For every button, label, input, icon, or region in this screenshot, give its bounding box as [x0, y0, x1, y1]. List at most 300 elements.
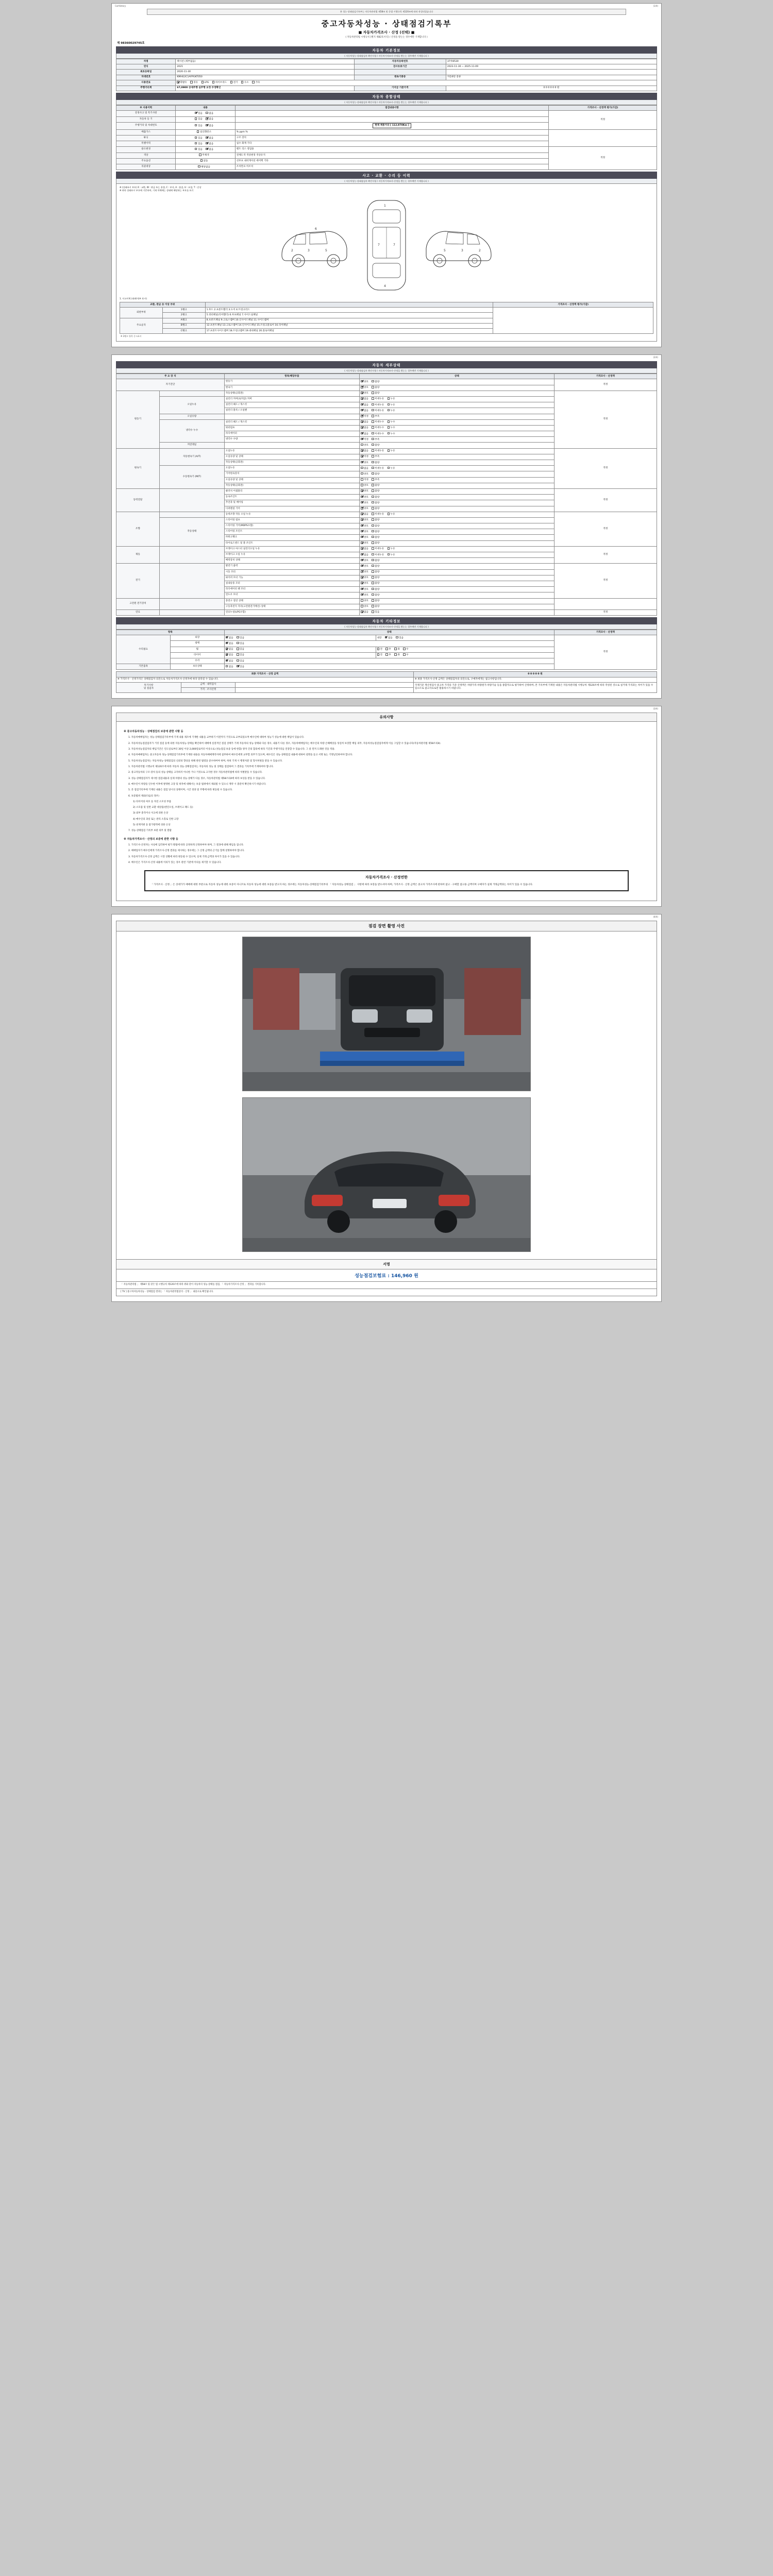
opt-no[interactable]: 없음 — [206, 117, 213, 121]
opt-front[interactable]: 전 — [377, 653, 382, 657]
checkbox-icon[interactable] — [361, 611, 363, 613]
checkbox-icon[interactable] — [237, 653, 239, 656]
checkbox-icon[interactable] — [237, 642, 239, 645]
checkbox-icon[interactable] — [372, 605, 374, 607]
checkbox-icon[interactable] — [361, 594, 363, 596]
opt-yes[interactable]: 있음 — [195, 137, 203, 140]
checkbox-icon[interactable] — [372, 472, 374, 475]
opt-bad[interactable]: 불량 — [372, 582, 379, 585]
car-diagram-group — [120, 194, 653, 295]
checkbox-icon[interactable] — [388, 432, 390, 435]
opt-none[interactable]: 없음 — [361, 426, 368, 430]
checkbox-icon[interactable] — [372, 397, 374, 400]
checkbox-icon[interactable] — [200, 159, 203, 162]
checkbox-icon[interactable] — [388, 403, 390, 406]
opt-bad[interactable]: 불량 — [372, 489, 379, 493]
checkbox-icon[interactable] — [372, 507, 374, 510]
checkbox-icon[interactable] — [372, 392, 374, 394]
checkbox-icon[interactable] — [361, 467, 363, 469]
opt-minor[interactable]: 미세누유 — [372, 513, 384, 516]
etc-band: 자동차 기타정보 — [116, 617, 657, 624]
opt-none[interactable]: 없음 — [226, 659, 233, 663]
checkbox-icon[interactable] — [372, 415, 374, 417]
checkbox-icon[interactable] — [388, 449, 390, 452]
opt-none[interactable]: 없음 — [361, 611, 368, 614]
opt-none[interactable]: 없음 — [361, 467, 368, 470]
opt-leak[interactable]: 누유 — [388, 403, 395, 407]
opt-bad[interactable]: 불량 — [372, 570, 379, 574]
checkbox-icon[interactable] — [388, 513, 390, 515]
value-trans: 자동6단 중류 — [446, 75, 657, 80]
opt-yes[interactable]: 있음 — [237, 665, 244, 669]
opt-none[interactable]: 없음 — [361, 403, 368, 407]
opt-good[interactable]: 양호 — [361, 472, 368, 476]
checkbox-icon[interactable] — [361, 565, 363, 567]
checkbox-icon[interactable] — [372, 559, 374, 562]
opt-insufficient[interactable]: 부족 — [372, 415, 379, 418]
opt-rear[interactable]: 후 — [385, 648, 391, 651]
opt-minor[interactable]: 미세누유 — [372, 449, 384, 453]
checkbox-icon[interactable] — [361, 582, 363, 584]
checkbox-icon[interactable] — [226, 665, 228, 668]
checkbox-icon[interactable] — [226, 636, 228, 639]
opt-insufficient[interactable]: 부족 — [372, 438, 379, 442]
checkbox-icon[interactable] — [361, 386, 363, 388]
checkbox-icon[interactable] — [206, 142, 208, 145]
svg-text:7: 7 — [378, 243, 380, 247]
opt-good[interactable]: 양호 — [361, 594, 368, 597]
checkbox-icon[interactable] — [372, 582, 374, 584]
opt-left[interactable]: 좌 — [394, 653, 399, 657]
opt-bad[interactable]: 불량 — [372, 496, 379, 499]
opt-none[interactable]: 없음 — [385, 636, 393, 640]
opt-bad[interactable]: 불량 — [372, 461, 379, 465]
opt-good[interactable]: 양호 — [361, 484, 368, 487]
checkbox-icon[interactable] — [377, 653, 380, 656]
opt-good[interactable]: 양호 — [361, 461, 368, 465]
checkbox-icon[interactable] — [199, 154, 201, 156]
row-value-accident: 적정 — [549, 111, 657, 130]
opt-good[interactable]: 양호 — [361, 507, 368, 511]
opt-leak[interactable]: 누유 — [388, 553, 395, 557]
part-oil-level: 오일유량 — [159, 414, 224, 419]
opt-adequate[interactable]: 적정 — [361, 438, 368, 442]
checkbox-icon[interactable] — [403, 648, 406, 650]
opt-yes[interactable]: 있음 — [195, 148, 203, 151]
checkbox-icon[interactable] — [237, 659, 239, 662]
checkbox-icon[interactable] — [237, 665, 239, 668]
value-first-reg: 2020-11-30 — [176, 70, 354, 75]
checkbox-icon[interactable] — [361, 392, 363, 394]
checkbox-icon[interactable] — [177, 81, 179, 83]
opt-minor[interactable]: 미세누유 — [372, 397, 384, 401]
checkbox-icon[interactable] — [361, 409, 363, 412]
opt-good[interactable]: 양호 — [361, 565, 368, 568]
opt-bad[interactable]: 불량 — [372, 559, 379, 563]
opt-no[interactable]: 없음 — [206, 148, 213, 151]
checkbox-icon[interactable] — [385, 648, 388, 650]
opt-minor[interactable]: 미세누유 — [372, 553, 384, 557]
checkbox-icon[interactable] — [372, 489, 374, 492]
checkbox-icon[interactable] — [361, 524, 363, 527]
opt-rear[interactable]: 후 — [385, 653, 391, 657]
opt-yes[interactable]: 있음 — [237, 648, 244, 651]
opt-bad[interactable]: 불량 — [372, 541, 379, 545]
checkbox-icon[interactable] — [394, 648, 397, 650]
opt-bad[interactable]: 불량 — [372, 518, 379, 522]
checkbox-icon[interactable] — [361, 415, 363, 417]
opt-good[interactable]: 양호 — [361, 541, 368, 545]
checkbox-icon[interactable] — [372, 386, 374, 388]
checkbox-icon[interactable] — [361, 576, 363, 579]
opt-none[interactable]: 없음 — [361, 547, 368, 551]
checkbox-icon[interactable] — [212, 81, 215, 83]
opt-bad[interactable]: 불량 — [372, 565, 379, 568]
opt-bad[interactable]: 불량 — [372, 599, 379, 603]
opt-bad[interactable]: 불량 — [372, 507, 379, 511]
opt-minor[interactable]: 미세누유 — [372, 403, 384, 407]
checkbox-icon[interactable] — [361, 605, 363, 607]
checkbox-icon[interactable] — [226, 653, 228, 656]
checkbox-icon[interactable] — [372, 547, 374, 550]
checkbox-icon[interactable] — [190, 81, 193, 83]
checkbox-icon[interactable] — [195, 124, 197, 127]
opt-leak[interactable]: 누유 — [388, 449, 395, 453]
opt-adequate[interactable]: 적정 — [361, 455, 368, 459]
row-detail: 조치완료 미조치 — [235, 164, 548, 170]
opt-yes[interactable]: 있음 — [195, 124, 203, 128]
fuel-option-lpg[interactable]: LPG — [201, 81, 209, 84]
checkbox-icon[interactable] — [372, 438, 374, 440]
opt-no[interactable]: 없음 — [206, 137, 213, 140]
checkbox-icon[interactable] — [372, 467, 374, 469]
opt-none[interactable]: 없음 — [226, 648, 233, 651]
checkbox-icon[interactable] — [372, 432, 374, 435]
opt-co[interactable]: 일산화탄소 — [197, 130, 211, 134]
checkbox-icon[interactable] — [361, 397, 363, 400]
checkbox-icon[interactable] — [388, 467, 390, 469]
checkbox-icon[interactable] — [241, 81, 244, 83]
checkbox-icon[interactable] — [372, 570, 374, 573]
checkbox-icon[interactable] — [372, 501, 374, 504]
checkbox-icon[interactable] — [361, 496, 363, 498]
opt-bad[interactable]: 불량 — [372, 605, 379, 608]
checkbox-icon[interactable] — [372, 594, 374, 596]
opt-none[interactable]: 없음 — [361, 449, 368, 453]
checkbox-icon[interactable] — [388, 426, 390, 429]
opt-good[interactable]: 양호 — [361, 496, 368, 499]
checkbox-icon[interactable] — [201, 81, 204, 83]
opt-none[interactable]: 없음 — [361, 409, 368, 413]
checkbox-icon[interactable] — [388, 547, 390, 550]
opt-front[interactable]: 전 — [377, 648, 382, 651]
opt-leak[interactable]: 누유 — [388, 547, 395, 551]
opt-yes[interactable]: 있음 — [372, 611, 379, 614]
checkbox-icon[interactable] — [361, 420, 363, 423]
checkbox-icon[interactable] — [195, 148, 197, 150]
checkbox-icon[interactable] — [226, 648, 228, 650]
checkbox-icon[interactable] — [206, 112, 208, 114]
checkbox-icon[interactable] — [237, 648, 239, 650]
opt-adequate[interactable]: 적정 — [361, 478, 368, 482]
opt-good[interactable]: 양호 — [361, 582, 368, 585]
opt-yes[interactable]: 있음 — [195, 117, 203, 121]
checkbox-icon[interactable] — [372, 541, 374, 544]
opt-bad[interactable]: 불량 — [372, 484, 379, 487]
checkbox-icon[interactable] — [361, 403, 363, 406]
checkbox-icon[interactable] — [372, 449, 374, 452]
opt-good[interactable]: 양호 — [361, 536, 368, 539]
opt-leak[interactable]: 누수 — [388, 420, 395, 424]
opt-minor[interactable]: 미세누수 — [372, 420, 384, 424]
checkbox-icon[interactable] — [361, 536, 363, 538]
opt-good[interactable]: 양호 — [361, 570, 368, 574]
checkbox-icon[interactable] — [361, 541, 363, 544]
checkbox-icon[interactable] — [361, 461, 363, 464]
checkbox-icon[interactable] — [361, 432, 363, 435]
checkbox-icon[interactable] — [403, 653, 406, 656]
checkbox-icon[interactable] — [388, 553, 390, 556]
state-idle — [360, 391, 554, 396]
opt-none[interactable]: 없음 — [226, 642, 233, 646]
checkbox-icon[interactable] — [197, 130, 199, 133]
checkbox-icon[interactable] — [361, 438, 363, 440]
checkbox-icon[interactable] — [372, 484, 374, 486]
checkbox-icon[interactable] — [372, 444, 374, 446]
checkbox-icon[interactable] — [361, 547, 363, 550]
opt-none[interactable]: 없음 — [361, 432, 368, 436]
opt-yes[interactable]: 있음 — [237, 636, 244, 640]
row-value-blank — [549, 129, 657, 147]
opt-good[interactable]: 양호 — [361, 489, 368, 493]
item-booster: 배력장치 상태 — [224, 558, 359, 564]
opt-bad[interactable]: 불량 — [372, 380, 379, 384]
checkbox-icon[interactable] — [226, 659, 228, 662]
opt-minor[interactable]: 미세누유 — [372, 409, 384, 413]
opt-good[interactable]: 양호 — [361, 380, 368, 384]
opt-bad[interactable]: 불량 — [372, 501, 379, 505]
corner-label-right-3: (3/4) — [653, 707, 658, 710]
opt-no[interactable]: 없음 — [206, 112, 213, 115]
checkbox-icon[interactable] — [361, 501, 363, 504]
checkbox-icon[interactable] — [372, 461, 374, 464]
opt-good[interactable]: 양호 — [361, 576, 368, 580]
checkbox-icon[interactable] — [198, 165, 200, 168]
checkbox-icon[interactable] — [372, 455, 374, 457]
checkbox-icon[interactable] — [195, 117, 197, 120]
opt-adequate[interactable]: 적정 — [361, 415, 368, 418]
opt-good[interactable]: 양호 — [361, 392, 368, 395]
opt-leak[interactable]: 누유 — [388, 513, 395, 516]
opt-no[interactable]: 없음 — [206, 142, 213, 146]
opt-good[interactable]: 양호 — [361, 599, 368, 603]
checkbox-icon[interactable] — [252, 81, 255, 83]
opt-bad[interactable]: 불량 — [372, 588, 379, 591]
notice-item: 2. 자동차성능점검업자가 거짓 점검 등에 의한 자동차성능·상태를 확인하여 대매에 실질적인 점검 상태가 기재 자동차의 성능·상태와 다른 경우, 내용기 다른 경우, 자동차매매업자는 매수인의 차량 손해배상을 성실히 보장할 책임 의무, 자동차성능점검업자에게 이를 구입할 수 있습니다(자동차관리법 제58조의4). — [128, 742, 441, 745]
notice-title: 유의사항 — [116, 713, 657, 722]
checkbox-icon[interactable] — [388, 397, 390, 400]
checkbox-icon[interactable] — [361, 530, 363, 533]
opt-right[interactable]: 우 — [403, 653, 408, 657]
label-rank-1: 1랭크 — [162, 308, 205, 313]
document-subtitle: ■ 자동차가격조사 · 산정 (선택) ■ — [358, 30, 415, 35]
opt-left[interactable]: 좌 — [394, 648, 399, 651]
checkbox-icon[interactable] — [361, 588, 363, 590]
opt-none[interactable]: 없음 — [200, 159, 208, 163]
checkbox-icon[interactable] — [372, 518, 374, 521]
opt-good[interactable]: 양호 — [361, 518, 368, 522]
checkbox-icon[interactable] — [195, 137, 197, 139]
opt-bad[interactable]: 불량 — [372, 444, 379, 447]
checkbox-icon[interactable] — [372, 553, 374, 556]
checkbox-icon[interactable] — [372, 565, 374, 567]
checkbox-icon[interactable] — [372, 530, 374, 533]
opt-bad[interactable]: 불량 — [372, 536, 379, 539]
checkbox-icon[interactable] — [195, 142, 197, 145]
checkbox-icon[interactable] — [361, 478, 363, 481]
row-label-usage-change: 용도변경 — [116, 147, 176, 152]
checkbox-icon[interactable] — [388, 409, 390, 412]
opt-none[interactable]: 없음 — [361, 553, 368, 557]
checkbox-icon[interactable] — [361, 380, 363, 383]
checkbox-icon[interactable] — [361, 513, 363, 515]
opt-none[interactable]: 없음 — [361, 420, 368, 424]
checkbox-icon[interactable] — [372, 524, 374, 527]
checkbox-icon[interactable] — [396, 636, 398, 639]
checkbox-icon[interactable] — [361, 472, 363, 475]
checkbox-icon[interactable] — [206, 137, 208, 139]
checkbox-icon[interactable] — [361, 489, 363, 492]
checkbox-icon[interactable] — [377, 648, 380, 650]
opt-yes[interactable]: 있음 — [237, 642, 244, 646]
checkbox-icon[interactable] — [361, 559, 363, 562]
opt-insufficient[interactable]: 부족 — [372, 455, 379, 459]
checkbox-icon[interactable] — [361, 518, 363, 521]
checkbox-icon[interactable] — [372, 513, 374, 515]
checkbox-icon[interactable] — [372, 426, 374, 429]
checkbox-icon[interactable] — [372, 409, 374, 412]
opt-insufficient[interactable]: 부족 — [372, 478, 379, 482]
checkbox-icon[interactable] — [361, 455, 363, 457]
opt-none[interactable]: 없음 — [361, 397, 368, 401]
opt-not-applicable[interactable]: 해당없음 — [198, 165, 210, 169]
checkbox-icon[interactable] — [206, 148, 208, 150]
opt-bad[interactable]: 불량 — [372, 524, 379, 528]
opt-bad[interactable]: 불량 — [372, 386, 379, 389]
checkbox-icon[interactable] — [372, 536, 374, 538]
notice-item: 4. 매수인이 차량을 인수한 이후에 발생한 고장 및 하자에 대해서는 보증 범위에서 제외될 수 있으니 계약 시 충분히 확인하시기 바랍니다. — [128, 783, 266, 786]
checkbox-icon[interactable] — [372, 588, 374, 590]
opt-good[interactable]: 양호 — [361, 605, 368, 608]
opt-bad[interactable]: 불량 — [372, 594, 379, 597]
opt-good[interactable]: 양호 — [361, 524, 368, 528]
fuel-option-other[interactable]: 기타 — [252, 81, 260, 84]
opt-none[interactable]: 없음 — [226, 665, 233, 669]
checkbox-icon[interactable] — [361, 426, 363, 429]
opt-good[interactable]: 양호 — [361, 386, 368, 389]
opt-minor[interactable]: 미세누수 — [372, 426, 384, 430]
opt-achromatic[interactable]: 무채색 — [199, 154, 209, 157]
checkbox-icon[interactable] — [206, 124, 208, 127]
opt-good[interactable]: 양호 — [361, 530, 368, 534]
checkbox-icon[interactable] — [361, 484, 363, 486]
opt-bad[interactable]: 불량 — [372, 472, 379, 476]
notice-subitem: 1) 타이어의 마모 등 자연 소모성 부품 — [133, 800, 172, 803]
checkbox-icon[interactable] — [361, 570, 363, 573]
checkbox-icon[interactable] — [206, 117, 208, 120]
checkbox-icon[interactable] — [394, 653, 397, 656]
opt-none[interactable]: 없음 — [226, 636, 233, 640]
opt-leak[interactable]: 누유 — [388, 397, 395, 401]
state-at-oil-level — [360, 454, 554, 460]
checkbox-icon[interactable] — [226, 642, 228, 645]
checkbox-icon[interactable] — [361, 553, 363, 556]
accident-footnote: ※ 2랭크 항목 중 n표시 — [121, 335, 142, 338]
opt-leak[interactable]: 누수 — [388, 432, 395, 436]
opt-bad[interactable]: 불량 — [372, 530, 379, 534]
checkbox-icon[interactable] — [195, 112, 197, 114]
checkbox-icon[interactable] — [372, 380, 374, 383]
checkbox-icon[interactable] — [385, 636, 388, 639]
fuel-option-electric[interactable]: 전기 — [230, 81, 238, 84]
opt-bad[interactable]: 불량 — [372, 576, 379, 580]
checkbox-icon[interactable] — [361, 449, 363, 452]
checkbox-icon[interactable] — [237, 636, 239, 639]
opt-none[interactable]: 없음 — [226, 653, 233, 657]
fuel-option-diesel[interactable]: 경유 — [190, 81, 198, 84]
fuel-option-gasoline[interactable]: 휘발유 — [177, 81, 187, 84]
opt-good[interactable]: 양호 — [361, 588, 368, 591]
checkbox-icon[interactable] — [361, 444, 363, 446]
checkbox-icon[interactable] — [372, 403, 374, 406]
opt-good[interactable]: 양호 — [361, 444, 368, 447]
checkbox-icon[interactable] — [372, 420, 374, 423]
fuel-option-hybrid[interactable]: 하이브리드 — [212, 81, 227, 84]
opt-yes[interactable]: 있음 — [195, 142, 203, 146]
checkbox-icon[interactable] — [372, 599, 374, 602]
opt-yes[interactable]: 있음 — [237, 653, 244, 657]
checkbox-icon[interactable] — [385, 653, 388, 656]
opt-yes[interactable]: 있음 — [195, 112, 203, 115]
opt-leak[interactable]: 누유 — [388, 409, 395, 413]
checkbox-icon[interactable] — [372, 576, 374, 579]
opt-leak[interactable]: 누유 — [388, 467, 395, 470]
checkbox-icon[interactable] — [361, 507, 363, 510]
opt-minor[interactable]: 미세누유 — [372, 467, 384, 470]
opt-good[interactable]: 양호 — [361, 501, 368, 505]
checkbox-icon[interactable] — [372, 478, 374, 481]
checkbox-icon[interactable] — [372, 496, 374, 498]
checkbox-icon[interactable] — [388, 420, 390, 423]
opt-none[interactable]: 없음 — [361, 513, 368, 516]
opt-minor[interactable]: 미세누유 — [372, 547, 384, 551]
fuel-option-hydrogen[interactable]: 수소 — [241, 81, 249, 84]
opt-leak[interactable]: 누수 — [388, 426, 395, 430]
value-vin: KMHG2C1AFPGKT050 — [176, 75, 354, 80]
opt-no[interactable]: 없음 — [206, 124, 213, 128]
opt-bad[interactable]: 불량 — [372, 392, 379, 395]
checkbox-icon[interactable] — [230, 81, 233, 83]
opt-yes[interactable]: 있음 — [237, 659, 244, 663]
opt-yes[interactable]: 있음 — [396, 636, 404, 640]
value-transmission: 적정 — [554, 448, 657, 488]
checkbox-icon[interactable] — [361, 599, 363, 602]
opt-right[interactable]: 우 — [403, 648, 408, 651]
checkbox-icon[interactable] — [372, 611, 374, 613]
opt-good[interactable]: 양호 — [361, 559, 368, 563]
group-electric: 전기 — [116, 564, 160, 598]
opt-minor[interactable]: 미세누수 — [372, 432, 384, 436]
